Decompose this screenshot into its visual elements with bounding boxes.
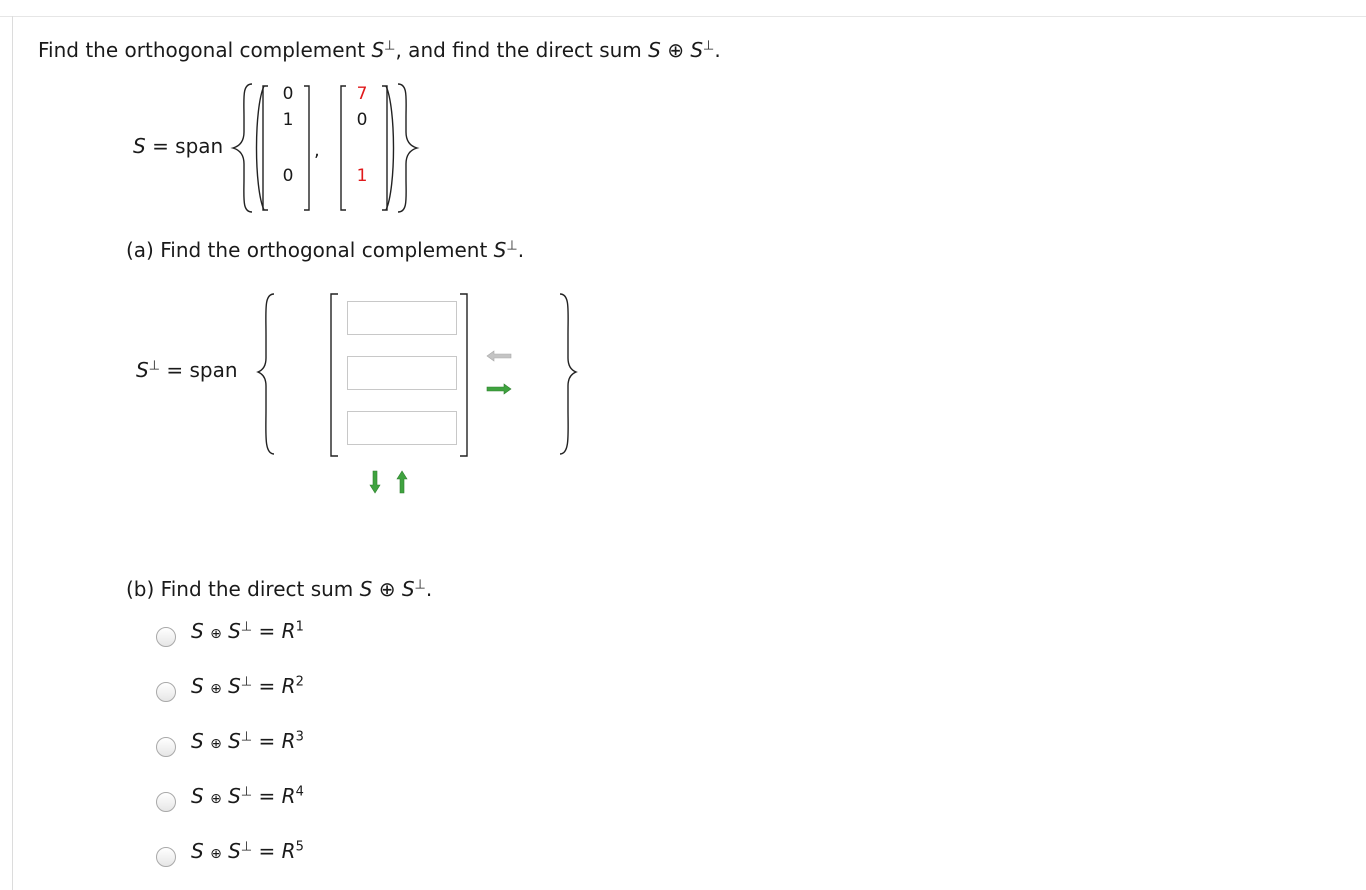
vector1-entry: 1 bbox=[282, 110, 294, 130]
set-s-label: S = span bbox=[133, 134, 224, 158]
s-perp-label: S⊥ = span bbox=[136, 358, 238, 382]
arrow-right-icon[interactable] bbox=[486, 383, 512, 395]
vector2-entry: 1 bbox=[356, 166, 368, 186]
option-radio[interactable] bbox=[156, 682, 176, 702]
option-label: S ⊕ $S^\perp = R^2$ bbox=[191, 674, 304, 698]
arrow-down-icon[interactable] bbox=[369, 470, 381, 494]
arrow-up-icon[interactable] bbox=[396, 470, 408, 494]
option-label: S ⊕ $S^\perp = R^1$ bbox=[191, 619, 304, 643]
option-radio[interactable] bbox=[156, 847, 176, 867]
option-label: S ⊕ $S^\perp = R^5$ bbox=[191, 839, 304, 863]
option-radio[interactable] bbox=[156, 737, 176, 757]
answer-entry-2[interactable] bbox=[347, 356, 457, 390]
option-label: S ⊕ $S^\perp = R^4$ bbox=[191, 784, 304, 808]
answer-entry-1[interactable] bbox=[347, 301, 457, 335]
arrow-left-icon[interactable] bbox=[486, 350, 512, 362]
vector2-entry: 0 bbox=[356, 110, 368, 130]
answer-entry-3[interactable] bbox=[347, 411, 457, 445]
problem-statement: Find the orthogonal complement S⊥, and find the direct sum S ⊕ S⊥. bbox=[38, 38, 721, 62]
vector1-entry: 0 bbox=[282, 166, 294, 186]
option-radio[interactable] bbox=[156, 792, 176, 812]
option-radio[interactable] bbox=[156, 627, 176, 647]
vector1-entry: 0 bbox=[282, 84, 294, 104]
part-a-heading: (a) Find the orthogonal complement S⊥. bbox=[126, 238, 525, 262]
vector-comma: , bbox=[314, 140, 320, 161]
option-label: S ⊕ $S^\perp = R^3$ bbox=[191, 729, 304, 753]
vector2-entry: 7 bbox=[356, 84, 368, 104]
set-s-brackets bbox=[230, 78, 420, 218]
left-rule bbox=[12, 16, 13, 890]
part-b-heading: (b) Find the direct sum S ⊕ S⊥. bbox=[126, 577, 433, 601]
top-bar bbox=[0, 0, 1366, 17]
